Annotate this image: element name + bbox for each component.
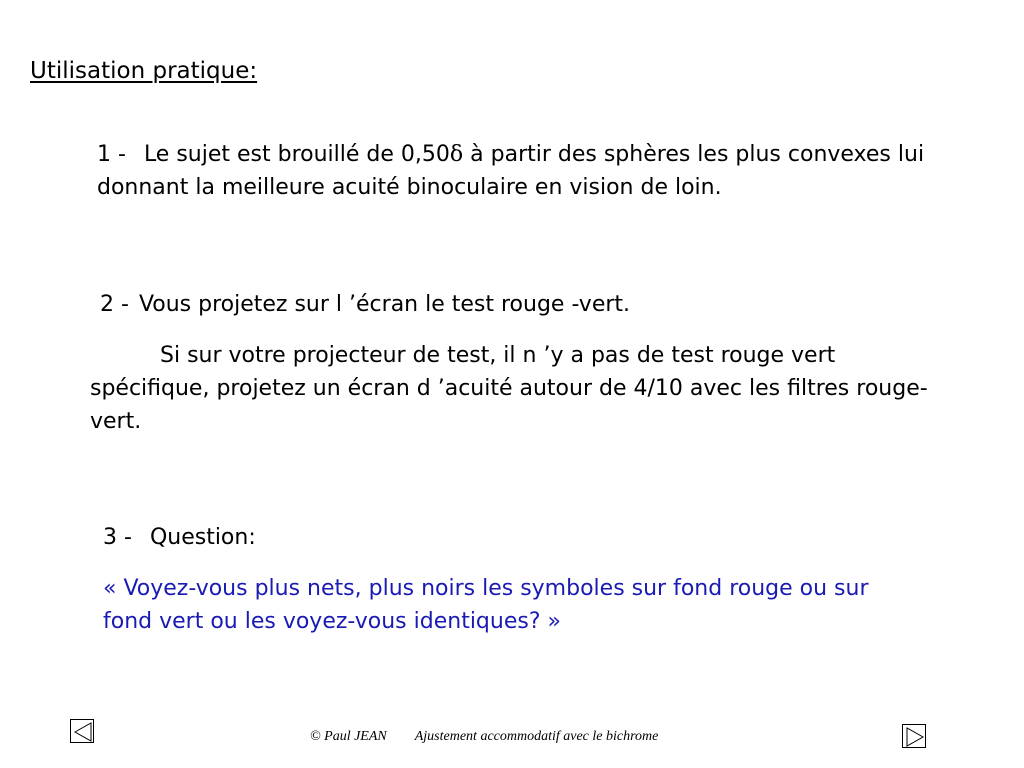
next-slide-button[interactable] <box>902 724 926 748</box>
item-2-note-text: Si sur votre projecteur de test, il n ’y a pas de test rouge vert spécifique, projetez un écran d ’acuité autour de 4/10 avec les filtres rouge-vert. <box>90 343 928 434</box>
previous-slide-button[interactable] <box>70 719 94 743</box>
item-2-paragraph <box>100 288 950 321</box>
item-2-text: Vous projetez sur l ’écran le test rouge -vert. <box>138 292 631 317</box>
footer-author: © Paul JEAN <box>310 729 387 744</box>
previous-triangle-icon <box>71 720 95 744</box>
item-3-text: Question: <box>149 525 256 550</box>
item-2-note <box>90 339 950 438</box>
footer <box>310 729 658 745</box>
item-3-paragraph <box>103 521 903 554</box>
delta-symbol: δ <box>449 142 464 167</box>
item-1-paragraph <box>97 138 947 204</box>
item-1-text-before: Le sujet est brouillé de 0,50 <box>143 142 450 167</box>
slide-title: Utilisation pratique: <box>30 58 258 84</box>
item-1-text-after: à partir des sphères les plus convexes lui donnant la meilleure acuité binoculaire en vision de loin. <box>97 142 925 200</box>
item-3-number: 3 - <box>103 525 132 550</box>
footer-subject: Ajustement accommodatif avec le bichrome <box>414 729 659 744</box>
next-triangle-icon <box>903 725 927 749</box>
item-3-quote: « Voyez-vous plus nets, plus noirs les symboles sur fond rouge ou sur fond vert ou les voyez-vous identiques? » <box>103 576 869 634</box>
item-2-number: 2 - <box>100 292 129 317</box>
item-1-number: 1 - <box>97 142 126 167</box>
